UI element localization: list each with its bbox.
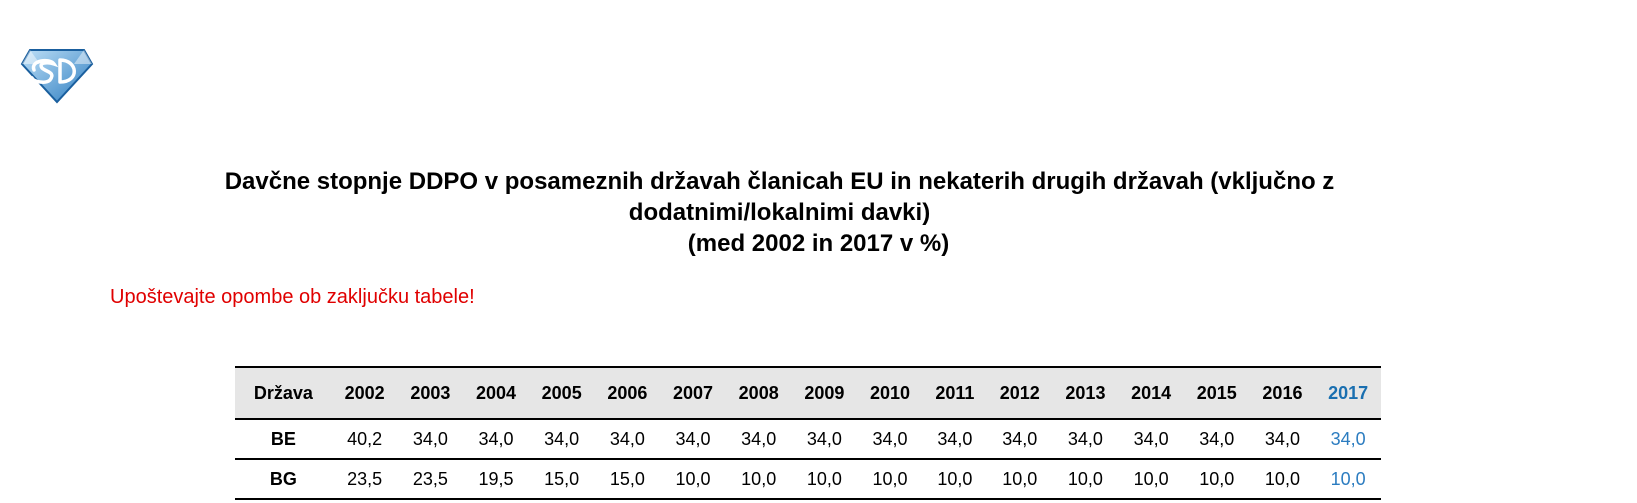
rate-cell: 34,0	[1250, 419, 1316, 459]
rate-cell: 34,0	[398, 419, 464, 459]
column-header: 2009	[792, 367, 858, 419]
table-header-row	[235, 367, 1381, 419]
rate-cell: 10,0	[987, 459, 1053, 499]
rate-cell: 34,0	[1118, 419, 1184, 459]
rate-cell: 19,5	[463, 459, 529, 499]
title-period: (med 2002 in 2017 v %)	[687, 230, 950, 257]
rate-cell: 10,0	[1250, 459, 1316, 499]
rate-cell: 34,0	[1053, 419, 1119, 459]
column-header: 2011	[923, 367, 987, 419]
rate-cell: 34,0	[987, 419, 1053, 459]
column-header: Država	[235, 367, 332, 419]
column-header: 2002	[332, 367, 398, 419]
page-title	[0, 166, 1637, 259]
rate-cell: 10,0	[923, 459, 987, 499]
rate-cell-highlight: 10,0	[1315, 459, 1381, 499]
rate-cell: 10,0	[1118, 459, 1184, 499]
table-row	[235, 419, 1381, 459]
country-cell: BG	[235, 459, 332, 499]
rate-cell: 10,0	[1053, 459, 1119, 499]
rate-cell: 23,5	[332, 459, 398, 499]
column-header: 2015	[1184, 367, 1250, 419]
column-header: 2006	[595, 367, 661, 419]
rate-cell: 10,0	[857, 459, 923, 499]
rate-cell: 10,0	[660, 459, 726, 499]
rate-cell: 10,0	[792, 459, 858, 499]
column-header: 2016	[1250, 367, 1316, 419]
column-header: 2008	[726, 367, 792, 419]
rate-cell: 34,0	[463, 419, 529, 459]
rate-cell: 34,0	[726, 419, 792, 459]
rate-cell: 34,0	[857, 419, 923, 459]
column-header: 2007	[660, 367, 726, 419]
rate-cell: 15,0	[595, 459, 661, 499]
tax-rates-table	[235, 366, 1381, 500]
country-cell: BE	[235, 419, 332, 459]
rate-cell: 34,0	[1184, 419, 1250, 459]
column-header: 2003	[398, 367, 464, 419]
shield-logo-icon	[20, 46, 94, 104]
notice-text: Upoštevajte opombe ob zaključku tabele!	[110, 286, 475, 308]
column-header: 2004	[463, 367, 529, 419]
column-header: 2012	[987, 367, 1053, 419]
column-header: 2014	[1118, 367, 1184, 419]
table-row	[235, 459, 1381, 499]
column-header: 2013	[1053, 367, 1119, 419]
title-line: Davčne stopnje DDPO v posameznih državah članicah EU in nekaterih drugih državah (vključno z dodatnimi/lokalnimi davki)	[224, 168, 1335, 226]
rate-cell: 40,2	[332, 419, 398, 459]
column-header: 2005	[529, 367, 595, 419]
rate-cell: 34,0	[923, 419, 987, 459]
rate-cell: 10,0	[1184, 459, 1250, 499]
rate-cell: 34,0	[660, 419, 726, 459]
rate-cell: 10,0	[726, 459, 792, 499]
rate-cell: 34,0	[595, 419, 661, 459]
rate-cell: 34,0	[792, 419, 858, 459]
rate-cell: 15,0	[529, 459, 595, 499]
rate-cell-highlight: 34,0	[1315, 419, 1381, 459]
rate-cell: 23,5	[398, 459, 464, 499]
column-header: 2010	[857, 367, 923, 419]
column-header-highlight: 2017	[1315, 367, 1381, 419]
rate-cell: 34,0	[529, 419, 595, 459]
